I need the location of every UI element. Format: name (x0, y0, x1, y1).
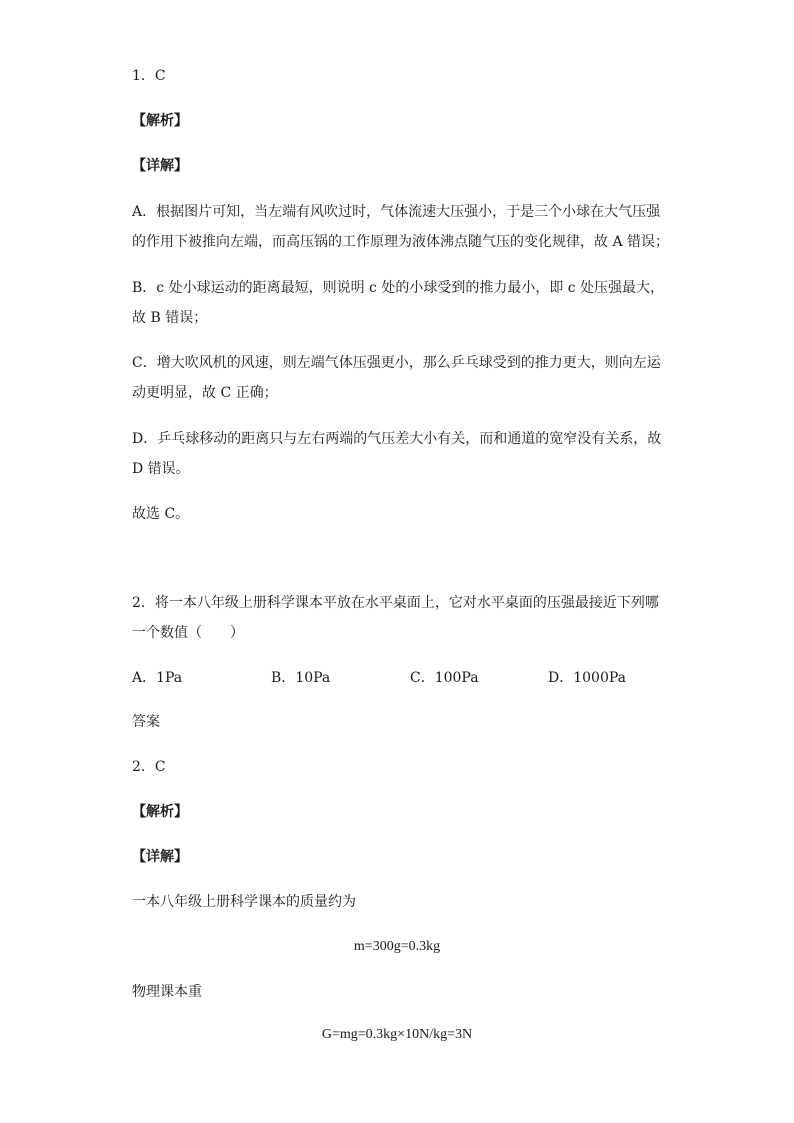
q2-formula-mass: m=300g=0.3kg (353, 939, 441, 954)
q2-analysis-label: 【解析】 (132, 804, 188, 820)
q2-answer: 2．C (132, 759, 166, 775)
q2-stem-line2: 一个数值（ ） (132, 625, 244, 641)
q2-text-weight: 物理课本重 (132, 984, 202, 1000)
q1-line-b2: 故 B 错误； (132, 310, 208, 326)
q2-formula-weight: G=mg=0.3kg×10N/kg=3N (321, 1027, 473, 1042)
q1-answer: 1．C (132, 68, 166, 84)
q2-option-d: D．1000Pa (548, 670, 626, 686)
q2-detail-label: 【详解】 (132, 849, 188, 865)
q1-line-d2: D 错误。 (132, 461, 190, 477)
q1-line-a1: A．根据图片可知，当左端有风吹过时，气体流速大压强小，于是三个小球在大气压强 (132, 204, 661, 220)
q2-option-b: B．10Pa (271, 670, 331, 686)
q1-analysis-label: 【解析】 (132, 113, 188, 129)
q2-stem-line1: 2．将一本八年级上册科学课本平放在水平桌面上，它对水平桌面的压强最接近下列哪 (132, 595, 659, 611)
q2-option-c: C．100Pa (410, 670, 479, 686)
q2-text-mass: 一本八年级上册科学课本的质量约为 (132, 894, 356, 910)
q1-line-c2: 动更明显，故 C 正确； (132, 385, 278, 401)
q1-detail-label: 【详解】 (132, 158, 188, 174)
q1-conclusion: 故选 C。 (132, 506, 190, 522)
q1-line-c1: C．增大吹风机的风速，则左端气体压强更小，那么乒乓球受到的推力更大，则向左运 (132, 355, 661, 371)
q1-line-d1: D．乒乓球移动的距离只与左右两端的气压差大小有关，而和通道的宽窄没有关系，故 (132, 431, 662, 447)
q1-line-a2: 的作用下被推向左端，而高压锅的工作原理为液体沸点随气压的变化规律，故 A 错误； (132, 234, 670, 250)
q1-line-b1: B．c 处小球运动的距离最短，则说明 c 处的小球受到的推力最小，即 c 处压强最大， (132, 280, 665, 296)
q2-answer-label: 答案 (132, 714, 160, 730)
q2-option-a: A．1Pa (132, 670, 183, 686)
